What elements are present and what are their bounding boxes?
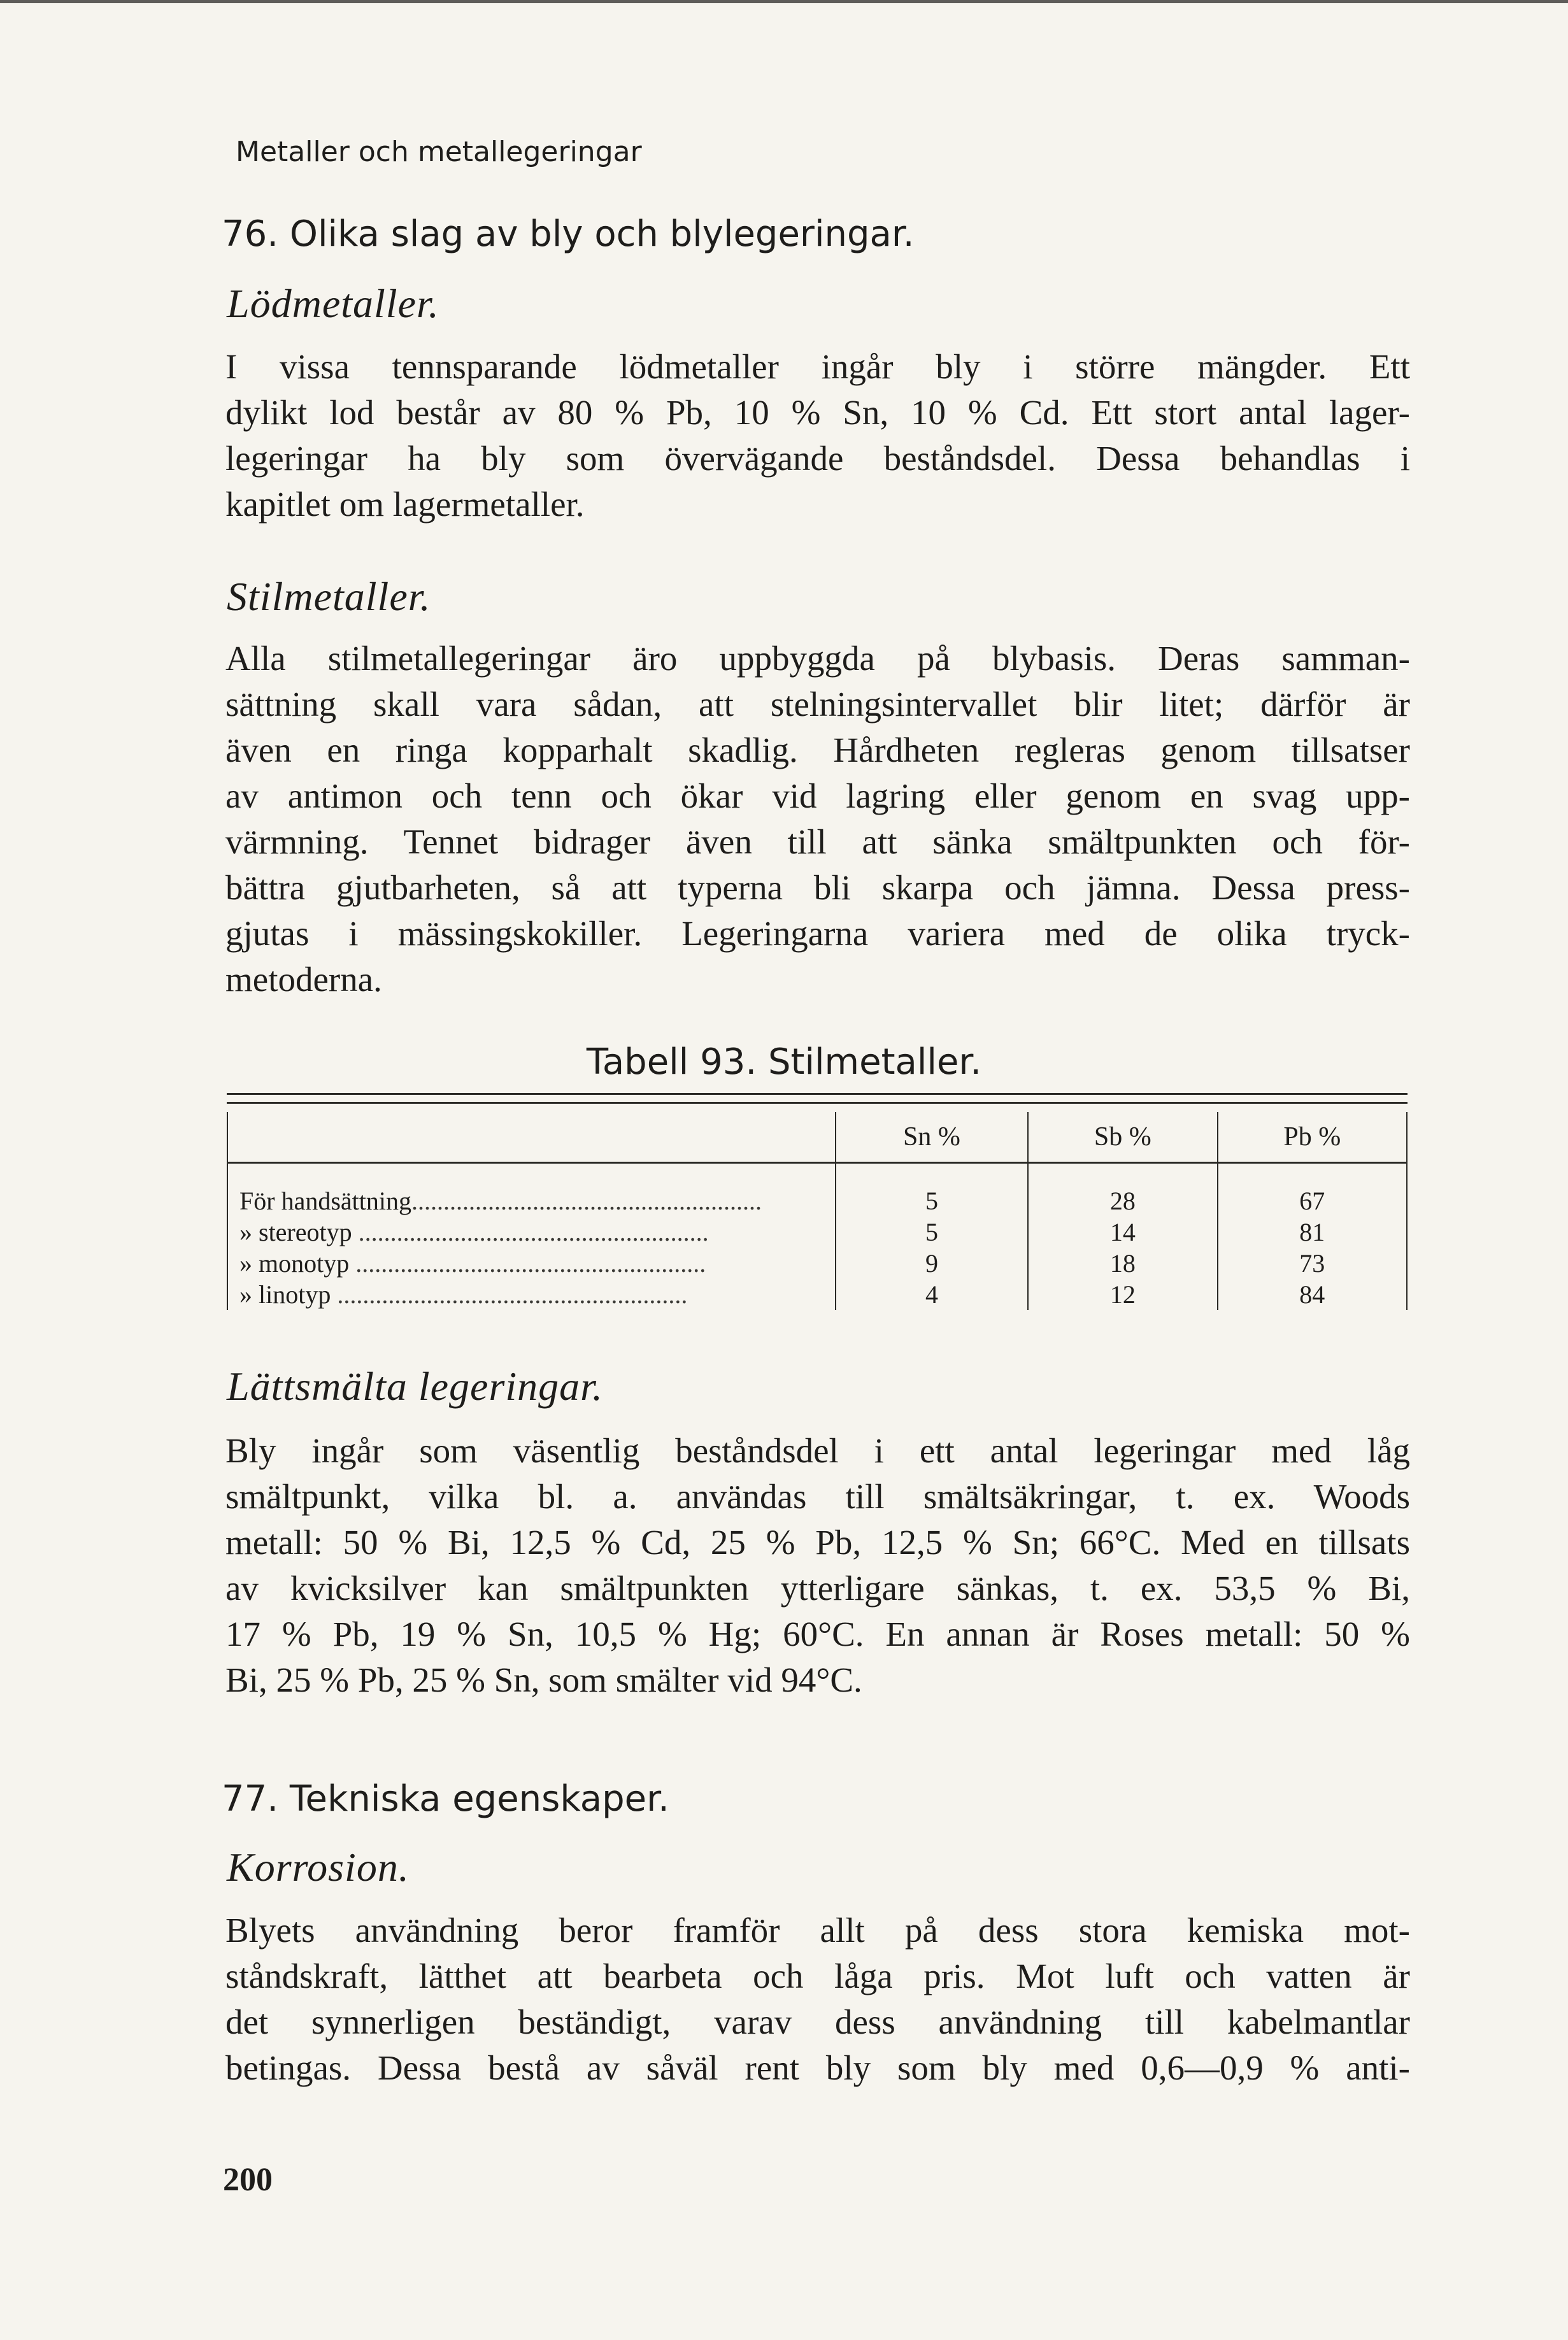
- text-line: betingas. Dessa bestå av såväl rent bly som bly med 0,6—0,9 % anti-: [225, 2048, 1410, 2087]
- row-label: » stereotyp .......................................................: [227, 1216, 836, 1248]
- table-top-rule: [227, 1093, 1408, 1095]
- text-line: Bi, 25 % Pb, 25 % Sn, som smälter vid 94°C.: [225, 1660, 862, 1699]
- text-line: dylikt lod består av 80 % Pb, 10 % Sn, 10 % Cd. Ett stort antal lager-: [225, 393, 1410, 432]
- text-line: smältpunkt, vilka bl. a. användas till smältsäkringar, t. ex. Woods: [225, 1477, 1410, 1516]
- text-line: sättning skall vara sådan, att stelningsintervallet blir litet; därför är: [225, 685, 1410, 724]
- stilmetaller-heading: Stilmetaller.: [227, 574, 431, 619]
- lattsmalta-paragraph: [225, 1428, 1410, 1703]
- cell-sn: 4: [836, 1279, 1028, 1310]
- text-line: av antimon och tenn och ökar vid lagring eller genom en svag upp-: [225, 776, 1410, 815]
- text-line: det synnerligen beständigt, varav dess användning till kabelmantlar: [225, 2002, 1410, 2041]
- column-header-pb: Pb %: [1218, 1112, 1407, 1163]
- text-line: ståndskraft, lätthet att bearbeta och låga pris. Mot luft och vatten är: [225, 1957, 1410, 1995]
- table-top-rule: [227, 1102, 1408, 1104]
- text-line: I vissa tennsparande lödmetaller ingår bly i större mängder. Ett: [225, 347, 1410, 386]
- cell-sb: 18: [1028, 1248, 1217, 1279]
- lattsmalta-heading: Lättsmälta legeringar.: [227, 1364, 603, 1409]
- text-line: bättra gjutbarheten, så att typerna bli skarpa och jämna. Dessa press-: [225, 868, 1410, 907]
- page-number: 200: [223, 2162, 273, 2198]
- cell-sn: 5: [836, 1185, 1028, 1216]
- table-row: [227, 1185, 1407, 1216]
- text-line: legeringar ha bly som övervägande beståndsdel. Dessa behandlas i: [225, 439, 1410, 478]
- section-76-title: 76. Olika slag av bly och blylegeringar.: [222, 213, 915, 255]
- section-77-title: 77. Tekniska egenskaper.: [222, 1778, 669, 1820]
- stilmetaller-paragraph: [225, 636, 1410, 1002]
- table-spacer-row: [227, 1163, 1407, 1186]
- table-row: [227, 1279, 1407, 1310]
- cell-sn: 9: [836, 1248, 1028, 1279]
- row-label: » linotyp .......................................................: [227, 1279, 836, 1310]
- cell-pb: 84: [1218, 1279, 1407, 1310]
- stilmetaller-table: [227, 1112, 1408, 1310]
- text-line: Bly ingår som väsentlig beståndsdel i ett antal legeringar med låg: [225, 1431, 1410, 1470]
- table-row: [227, 1248, 1407, 1279]
- text-line: av kvicksilver kan smältpunkten ytterligare sänkas, t. ex. 53,5 % Bi,: [225, 1569, 1410, 1608]
- table-caption: Tabell 93. Stilmetaller.: [586, 1041, 982, 1083]
- row-label: » monotyp .......................................................: [227, 1248, 836, 1279]
- text-line: 17 % Pb, 19 % Sn, 10,5 % Hg; 60°C. En annan är Roses metall: 50 %: [225, 1615, 1410, 1653]
- column-header-label: [227, 1112, 836, 1163]
- korrosion-paragraph: [225, 1908, 1410, 2091]
- text-line: Blyets användning beror framför allt på dess stora kemiska mot-: [225, 1911, 1410, 1950]
- top-edge-rule: [0, 0, 1568, 3]
- lodmetaller-heading: Lödmetaller.: [227, 281, 439, 326]
- cell-sb: 12: [1028, 1279, 1217, 1310]
- text-line: metall: 50 % Bi, 12,5 % Cd, 25 % Pb, 12,5 % Sn; 66°C. Med en tillsats: [225, 1523, 1410, 1562]
- text-line: gjutas i mässingskokiller. Legeringarna variera med de olika tryck-: [225, 914, 1410, 953]
- lodmetaller-paragraph: [225, 344, 1410, 527]
- text-line: även en ringa kopparhalt skadlig. Hårdheten regleras genom tillsatser: [225, 731, 1410, 769]
- column-header-sb: Sb %: [1028, 1112, 1217, 1163]
- row-label: För handsättning.......................................................: [227, 1185, 836, 1216]
- korrosion-heading: Korrosion.: [227, 1844, 410, 1890]
- text-line: värmning. Tennet bidrager även till att sänka smältpunkten och för-: [225, 822, 1410, 861]
- running-head: Metaller och metallegeringar: [236, 136, 642, 168]
- table-header-row: [227, 1112, 1407, 1163]
- cell-sb: 14: [1028, 1216, 1217, 1248]
- cell-pb: 67: [1218, 1185, 1407, 1216]
- table-row: [227, 1216, 1407, 1248]
- text-line: Alla stilmetallegeringar äro uppbyggda på blybasis. Deras samman-: [225, 639, 1410, 678]
- text-line: metoderna.: [225, 960, 382, 999]
- text-line: kapitlet om lagermetaller.: [225, 485, 585, 524]
- cell-sb: 28: [1028, 1185, 1217, 1216]
- cell-pb: 73: [1218, 1248, 1407, 1279]
- cell-sn: 5: [836, 1216, 1028, 1248]
- column-header-sn: Sn %: [836, 1112, 1028, 1163]
- cell-pb: 81: [1218, 1216, 1407, 1248]
